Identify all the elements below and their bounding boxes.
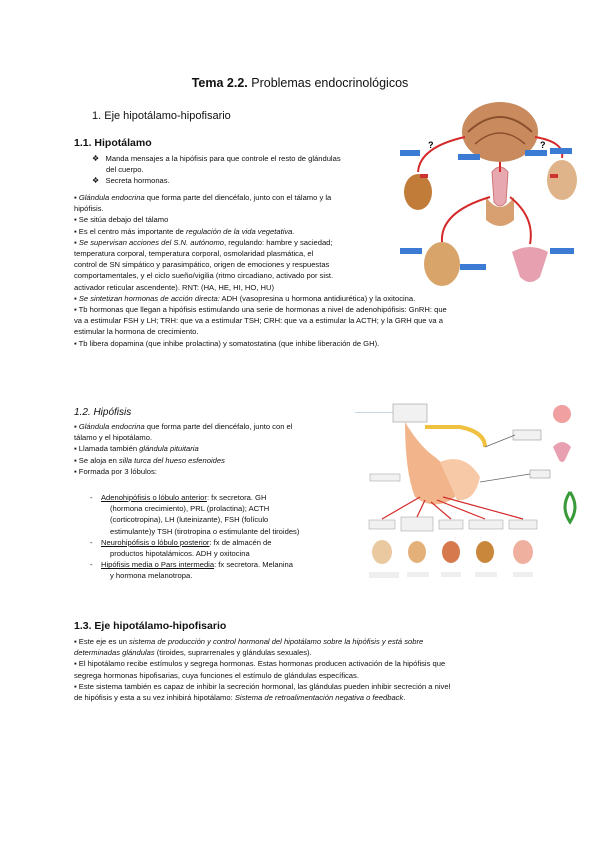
page-title: Tema 2.2. Problemas endocrinológicos (191, 76, 409, 90)
svg-text:?: ? (428, 140, 434, 150)
adrenal-illustration (476, 541, 494, 563)
adrenal-illustration (404, 174, 432, 210)
hormone-label-box (420, 174, 428, 178)
heading-eje-hh: 1.3. Eje hipotálamo-hipofisario (74, 620, 227, 632)
hipotalamo-diamond-list: ❖ Manda mensajes a la hipófisis para que controle el resto de glándulas del cuerpo. ❖ Secreta hormonas. (92, 154, 341, 186)
heading-eje: 1. Eje hipotálamo-hipofisario (92, 110, 231, 122)
eje-text: ▪ Este eje es un sistema de producción y control hormonal del hipotálamo sobre la hipófisis y está sobre determinadas glándulas (tiroides, suprarrenales y glándulas sexuales). ▪ El hipotálamo recibe estímulos y segrega hormonas. Estas hormonas producen activación de la hipófisis que segrega hormonas hipofisarias, cuya funciones el estímulo de glándulas específicas. ▪ Este sistema también es capaz de inhibir la secreción hormonal, las glándulas pueden inhibir secreción a nivel de hipófisis y esta a su vez inhibirá hipotálamo: Sistema de retroalimentación negativa o feedback. (74, 637, 451, 703)
target-box (509, 520, 537, 529)
hormone-label-box (550, 248, 574, 254)
diamond-bullet-icon: ❖ (92, 154, 100, 163)
hypothalamic-axis-figure (400, 92, 580, 292)
testis-illustration (424, 242, 460, 286)
heading-hipofisis: 1.2. Hipófisis (74, 407, 132, 418)
hormone-label-box (525, 150, 547, 156)
hormone-label-box (400, 150, 420, 156)
target-box (401, 517, 433, 531)
arrow-icon (485, 435, 515, 447)
arrow-icon (443, 497, 523, 519)
pituitary-hormones-figure (365, 402, 590, 602)
target-box (369, 520, 395, 529)
kidney-tubule-illustration (565, 492, 575, 522)
uterus-illustration (512, 247, 548, 282)
hormone-label-box (460, 264, 486, 270)
arrow-icon (418, 137, 465, 172)
heading-hipotalamo: 1.1. Hipotálamo (74, 137, 152, 149)
caption-box (369, 572, 399, 578)
oxytocin-label (513, 430, 541, 440)
neural-pathway (425, 427, 485, 447)
diamond-bullet-icon: ❖ (92, 176, 100, 186)
hormone-label-box (550, 148, 572, 154)
svg-text:?: ? (540, 140, 546, 150)
hormone-label-box (458, 154, 480, 160)
arrow-icon (442, 197, 490, 242)
hormone-label-box (400, 248, 422, 254)
adenohypophysis-label (370, 474, 400, 481)
gonad-illustration (408, 541, 426, 563)
pituitary-illustration (492, 167, 508, 206)
arrow-icon (437, 500, 485, 519)
target-box (469, 520, 503, 529)
target-box (439, 520, 463, 529)
adh-label (530, 470, 550, 478)
thyroid-illustration (442, 541, 460, 563)
hormone-label-box (550, 174, 558, 178)
hipofisis-text: ▪ Glándula endocrina que forma parte del diencéfalo, junto con el tálamo y el hipotálamo. ▪ Llamada también glándula pituitaria ▪ Se aloja en silla turca del hueso esfenoides ▪ Formada por 3 lóbulos: (74, 422, 293, 476)
arrow-icon (382, 497, 420, 519)
uterus-illustration (553, 442, 571, 462)
arrow-icon (480, 474, 530, 482)
arrow-icon (417, 500, 425, 517)
mammary-illustration (553, 405, 571, 423)
hipotalamo-text: ▪ Glándula endocrina que forma parte del diencéfalo, junto con el tálamo y la hipófisis. ▪ Se sitúa debajo del tálamo ▪ Es el centro más importante de regulación de la vida vegetativa. ▪ Se supervisan acciones del S.N. autónomo, regulando: hambre y saciedad; temperatura corporal, temperatura corporal, osmolaridad plasmática, el control de SN simpático y parasimpático, origen de emociones y respuestas comportamentales, y el ciclo sueño/vigilia (ritmo circadiano, activado por sist. activador reticular ascendente). RNT: (HA, HE, HI, HO, HU) ▪ Se sintetizan hormonas de acción directa: ADH (vasopresina u hormona antidiurética) y la oxitocina. ▪ Tb hormonas que llegan a hipófisis estimulando una serie de hormonas a nivel de adenohipófisis: GnRH: que va a estimular FSH y LH; TRH: que va a estimular TSH; CRH: que va a estimular la ACTH; y la GRH que va a estimular la hormona de crecimiento. ▪ Tb libera dopamina (que inhibe prolactina) y somatostatina (que inhibe liberación de GH). (74, 193, 447, 348)
breast-illustration (513, 540, 533, 564)
caption-box (513, 572, 533, 577)
lobes-list: - Adenohipófisis o lóbulo anterior: fx secretora. GH (hormona crecimiento), PRL (prolactina); ACTH (corticotropina), LH (luteinizante), FSH (folículo estimulante)y TSH (tirotropina o estimulante del tiroides) - Neurohipófisis o lóbulo posterior: fx de almacén de productos hipotalámicos. ADH y oxitocina - Hipófisis media o Pars intermedia: fx secretora. Melanina y hormona melanotropa. (90, 493, 300, 581)
bone-cell-illustration (372, 540, 392, 564)
caption-box (407, 572, 429, 577)
hypothalamus-label-box (393, 404, 427, 422)
caption-box (475, 572, 497, 577)
breast-illustration (547, 160, 577, 200)
caption-box (441, 572, 461, 577)
